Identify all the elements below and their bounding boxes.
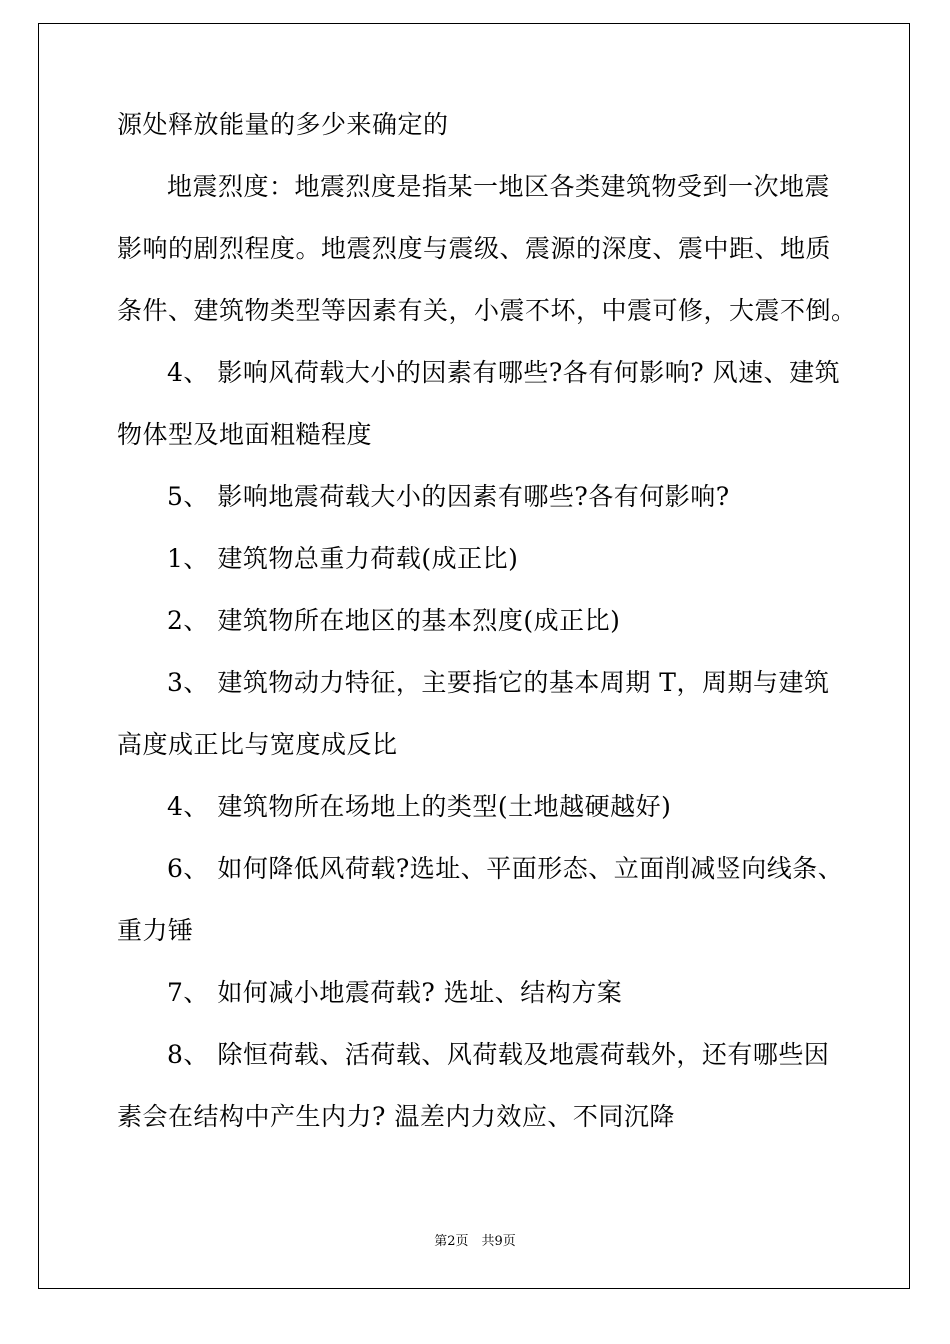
text-line: 5、 影响地震荷载大小的因素有哪些?各有何影响? [167, 482, 730, 511]
text-line: 素会在结构中产生内力? 温差内力效应、不同沉降 [117, 1102, 675, 1131]
text-line: 2、 建筑物所在地区的基本烈度(成正比) [167, 606, 621, 635]
text-line: 高度成正比与宽度成反比 [117, 730, 398, 759]
text-line: 6、 如何降低风荷载?选址、平面形态、立面削减竖向线条、 [167, 854, 844, 883]
text-line: 4、 建筑物所在场地上的类型(土地越硬越好) [167, 792, 672, 821]
page-border [38, 23, 910, 1289]
text-line: 4、 影响风荷载大小的因素有哪些?各有何影响? 风速、建筑 [167, 358, 841, 387]
text-line: 7、 如何减小地震荷载? 选址、结构方案 [167, 978, 623, 1007]
text-line: 物体型及地面粗糙程度 [117, 420, 373, 449]
text-line: 条件、建筑物类型等因素有关，小震不坏，中震可修，大震不倒。 [117, 296, 857, 325]
text-line: 地震烈度：地震烈度是指某一地区各类建筑物受到一次地震 [167, 172, 831, 201]
text-line: 8、 除恒荷载、活荷载、风荷载及地震荷载外，还有哪些因 [167, 1040, 830, 1069]
text-line: 源处释放能量的多少来确定的 [117, 110, 449, 139]
page-number: 第2页 共9页 [434, 1234, 516, 1249]
text-line: 重力锤 [117, 916, 194, 945]
text-line: 3、 建筑物动力特征，主要指它的基本周期 T，周期与建筑 [167, 668, 830, 697]
text-line: 影响的剧烈程度。地震烈度与震级、震源的深度、震中距、地质 [117, 234, 832, 263]
text-line: 1、 建筑物总重力荷载(成正比) [167, 544, 519, 573]
